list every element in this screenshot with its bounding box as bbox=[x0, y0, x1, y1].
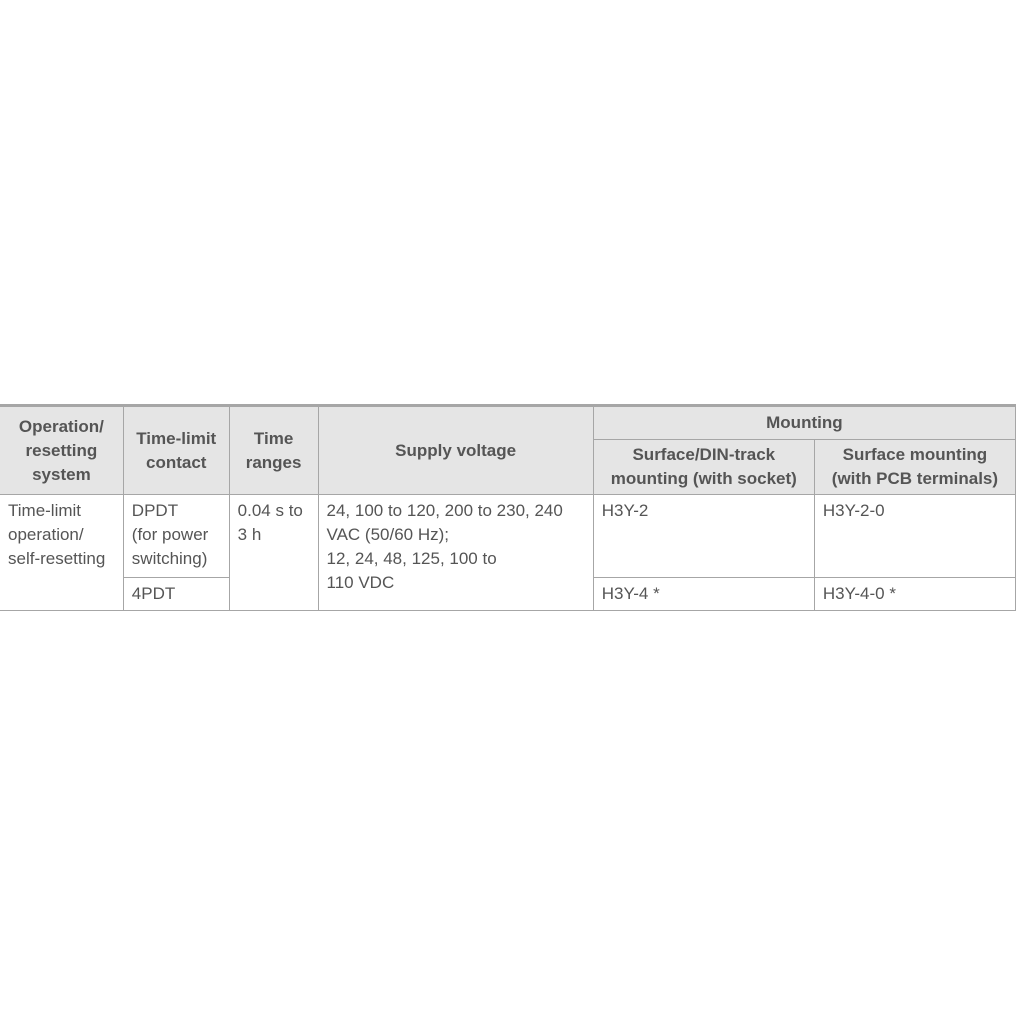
cell-text: DPDT bbox=[131, 501, 179, 520]
cell-operation-system bbox=[0, 495, 123, 611]
header-row bbox=[0, 406, 1016, 440]
header-text: resetting bbox=[25, 440, 98, 460]
cell-text: operation/ bbox=[8, 525, 84, 544]
header-text: Time-limit bbox=[136, 428, 217, 448]
specification-table bbox=[0, 404, 1016, 611]
header-operation-system bbox=[0, 406, 123, 495]
header-text: Time bbox=[253, 428, 294, 448]
header-text: ranges bbox=[245, 452, 302, 472]
cell-text: 24, 100 to 120, 200 to 230, 240 bbox=[326, 501, 563, 520]
header-text: Surface mounting bbox=[842, 445, 988, 464]
cell-model-h3y-4-0: H3Y-4-0 * bbox=[814, 578, 1015, 611]
cell-text: self-resetting bbox=[8, 549, 106, 568]
table-row bbox=[0, 495, 1016, 578]
cell-supply-voltage bbox=[318, 495, 593, 611]
header-text: (with PCB terminals) bbox=[831, 469, 999, 488]
cell-model-h3y-2: H3Y-2 bbox=[593, 495, 814, 578]
header-supply-voltage: Supply voltage bbox=[318, 406, 593, 495]
cell-time-ranges bbox=[229, 495, 318, 611]
cell-text: Time-limit bbox=[8, 501, 82, 520]
cell-text: (for power bbox=[131, 525, 209, 544]
cell-text: 0.04 s to bbox=[237, 501, 303, 520]
cell-text: VAC (50/60 Hz); bbox=[326, 525, 450, 544]
cell-text: switching) bbox=[131, 549, 208, 568]
header-time-ranges bbox=[229, 406, 318, 495]
header-text: mounting (with socket) bbox=[610, 469, 797, 488]
cell-text: 3 h bbox=[237, 525, 262, 544]
cell-contact-4pdt: 4PDT bbox=[123, 578, 229, 611]
header-mounting-pcb bbox=[814, 440, 1015, 495]
header-time-limit-contact bbox=[123, 406, 229, 495]
cell-model-h3y-2-0: H3Y-2-0 bbox=[814, 495, 1015, 578]
header-text: Operation/ bbox=[18, 416, 104, 436]
cell-model-h3y-4: H3Y-4 * bbox=[593, 578, 814, 611]
header-mounting-socket bbox=[593, 440, 814, 495]
cell-text: 12, 24, 48, 125, 100 to bbox=[326, 549, 497, 568]
header-text: contact bbox=[146, 452, 207, 472]
header-text: system bbox=[32, 464, 91, 484]
header-mounting: Mounting bbox=[593, 406, 1015, 440]
header-text: Surface/DIN-track bbox=[632, 445, 776, 464]
cell-text: 110 VDC bbox=[326, 573, 395, 592]
cell-contact-dpdt bbox=[123, 495, 229, 578]
